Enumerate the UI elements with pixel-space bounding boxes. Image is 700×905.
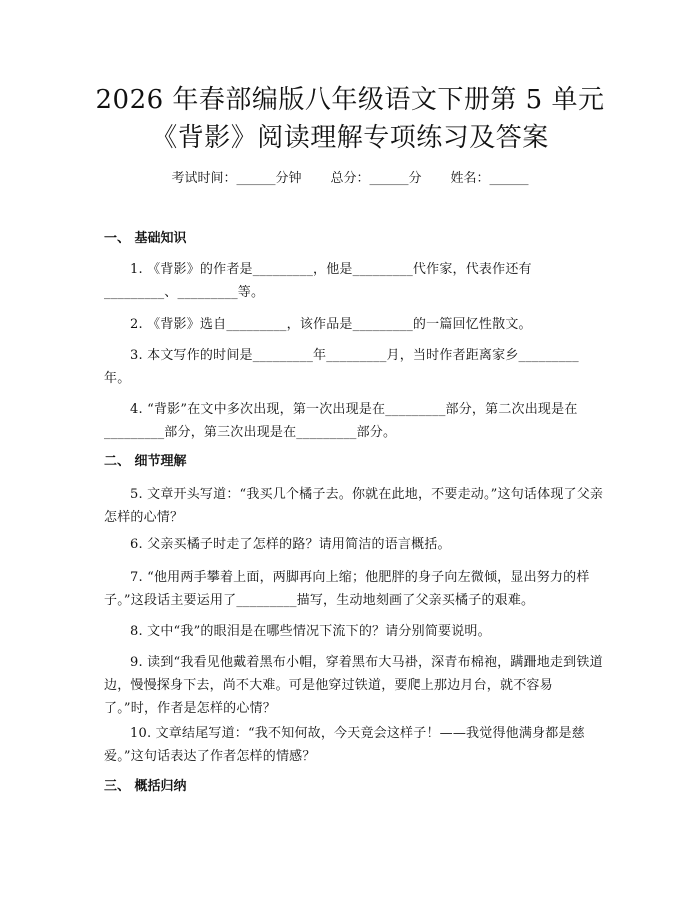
total-score-field: 总分：______分 bbox=[330, 171, 422, 186]
exam-time-field: 考试时间：______分钟 bbox=[171, 171, 302, 186]
exam-meta bbox=[0, 170, 700, 188]
title-line-2: 《背影》阅读理解专项练习及答案 bbox=[151, 123, 549, 153]
question-10: 10. 文章结尾写道：“我不知何故，今天竟会这样子！——我觉得他满身都是慈爱。”这句话表达了作者怎样的情感？ bbox=[104, 726, 585, 764]
section-heading-basic: 一、 基础知识 bbox=[104, 231, 187, 246]
question-8: 8. 文中“我”的眼泪是在哪些情况下流下的？请分别简要说明。 bbox=[130, 624, 491, 639]
section-heading-summary: 三、 概括归纳 bbox=[104, 779, 187, 794]
question-2: 2. 《背影》选自_________，该作品是_________的一篇回忆性散文。 bbox=[130, 317, 532, 332]
question-9: 9. 读到“我看见他戴着黑布小帽，穿着黑布大马褂，深青布棉袍，蹒跚地走到铁道边，慢慢探身下去，尚不大难。可是他穿过铁道，要爬上那边月台，就不容易了。”时，作者是怎样的心情？ bbox=[104, 655, 603, 716]
student-name-field: 姓名：______ bbox=[450, 171, 529, 186]
question-3: 3. 本文写作的时间是_________年_________月，当时作者距离家乡_________年。 bbox=[104, 348, 579, 386]
question-5: 5. 文章开头写道：“我买几个橘子去。你就在此地，不要走动。”这句话体现了父亲怎样的心情？ bbox=[104, 487, 604, 525]
section-heading-detail: 二、 细节理解 bbox=[104, 454, 187, 469]
question-1: 1. 《背影》的作者是_________，他是_________代作家，代表作还有_________、_________等。 bbox=[104, 262, 532, 300]
question-7: 7. “他用两手攀着上面，两脚再向上缩；他肥胖的身子向左微倾，显出努力的样子。”这段话主要运用了_________描写，生动地刻画了父亲买橘子的艰难。 bbox=[104, 570, 590, 608]
question-6: 6. 父亲买橘子时走了怎样的路？请用简洁的语言概括。 bbox=[130, 537, 451, 552]
question-4: 4. “背影”在文中多次出现，第一次出现是在_________部分，第二次出现是在_________部分，第三次出现是在_________部分。 bbox=[104, 402, 578, 440]
title-line-1: 2026 年春部编版八年级语文下册第 5 单元 bbox=[95, 85, 605, 115]
